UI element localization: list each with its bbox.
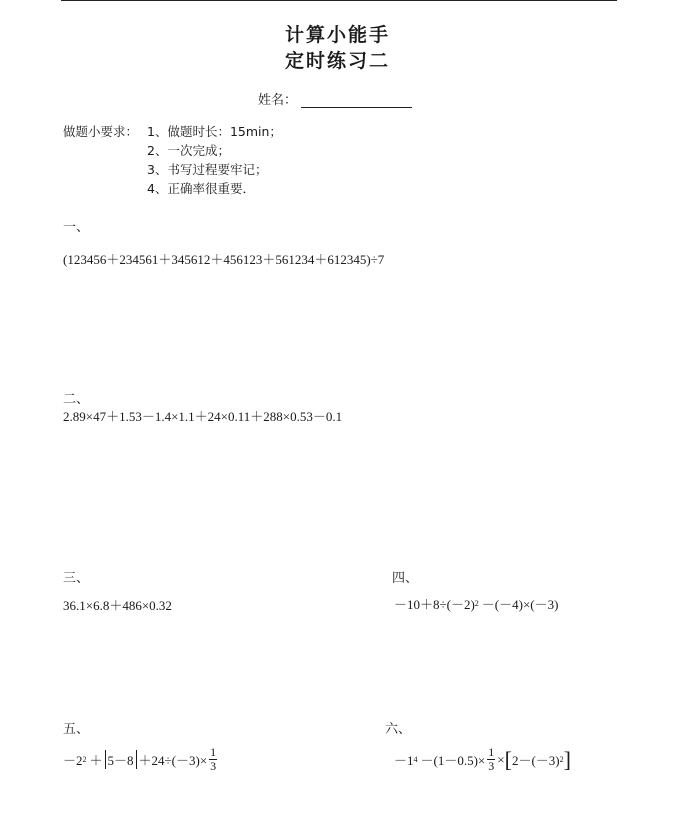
requirement-item: 3、书写过程要牢记； <box>147 162 268 177</box>
requirement-item: 4、正确率很重要． <box>147 181 255 196</box>
question-3-label: 三、 <box>63 571 90 586</box>
question-5-expression: －2 2 ＋ 5－8 ＋24÷(－3)× $\frac{1}{3}$ <box>63 745 217 773</box>
page-subtitle: 定时练习二 <box>284 50 390 72</box>
question-6-expression: －1 4 －(1－0.5)× $\frac{1}{3}$ × [ 2－(－3) 2 ] <box>394 745 571 773</box>
question-3-expression: 36.1×6.8＋486×0.32 <box>63 598 172 613</box>
name-label: 姓名： <box>258 93 298 108</box>
square-bracket-group: [ 2－(－3) 2 ] <box>504 746 571 772</box>
name-blank-line[interactable] <box>301 93 412 108</box>
question-5-label: 五、 <box>63 722 90 737</box>
question-6-label: 六、 <box>385 722 412 737</box>
question-2-label: 二、 <box>63 392 90 407</box>
name-field-row <box>258 89 412 108</box>
question-4-expression: －10＋8÷(－2) 2 －(－4)×(－3) <box>394 597 559 612</box>
question-4-label: 四、 <box>392 571 419 586</box>
top-rule <box>61 0 617 1</box>
requirement-item: 1、做题时长：15min； <box>147 124 282 139</box>
question-1-label: 一、 <box>63 220 90 235</box>
absolute-value: 5－8 <box>105 750 137 769</box>
fraction: $\frac{1}{3}$ <box>488 745 495 773</box>
requirement-item: 2、一次完成； <box>147 143 230 158</box>
question-2-expression: 2.89×47＋1.53－1.4×1.1＋24×0.11＋288×0.53－0.1 <box>63 409 343 424</box>
fraction: $\frac{1}{3}$ <box>210 745 217 773</box>
requirements-block <box>63 122 282 198</box>
question-1-expression: (123456＋234561＋345612＋456123＋561234＋612345)÷7 <box>63 252 385 267</box>
page-title: 计算小能手 <box>284 24 390 46</box>
requirements-label: 做题小要求： <box>63 124 139 139</box>
